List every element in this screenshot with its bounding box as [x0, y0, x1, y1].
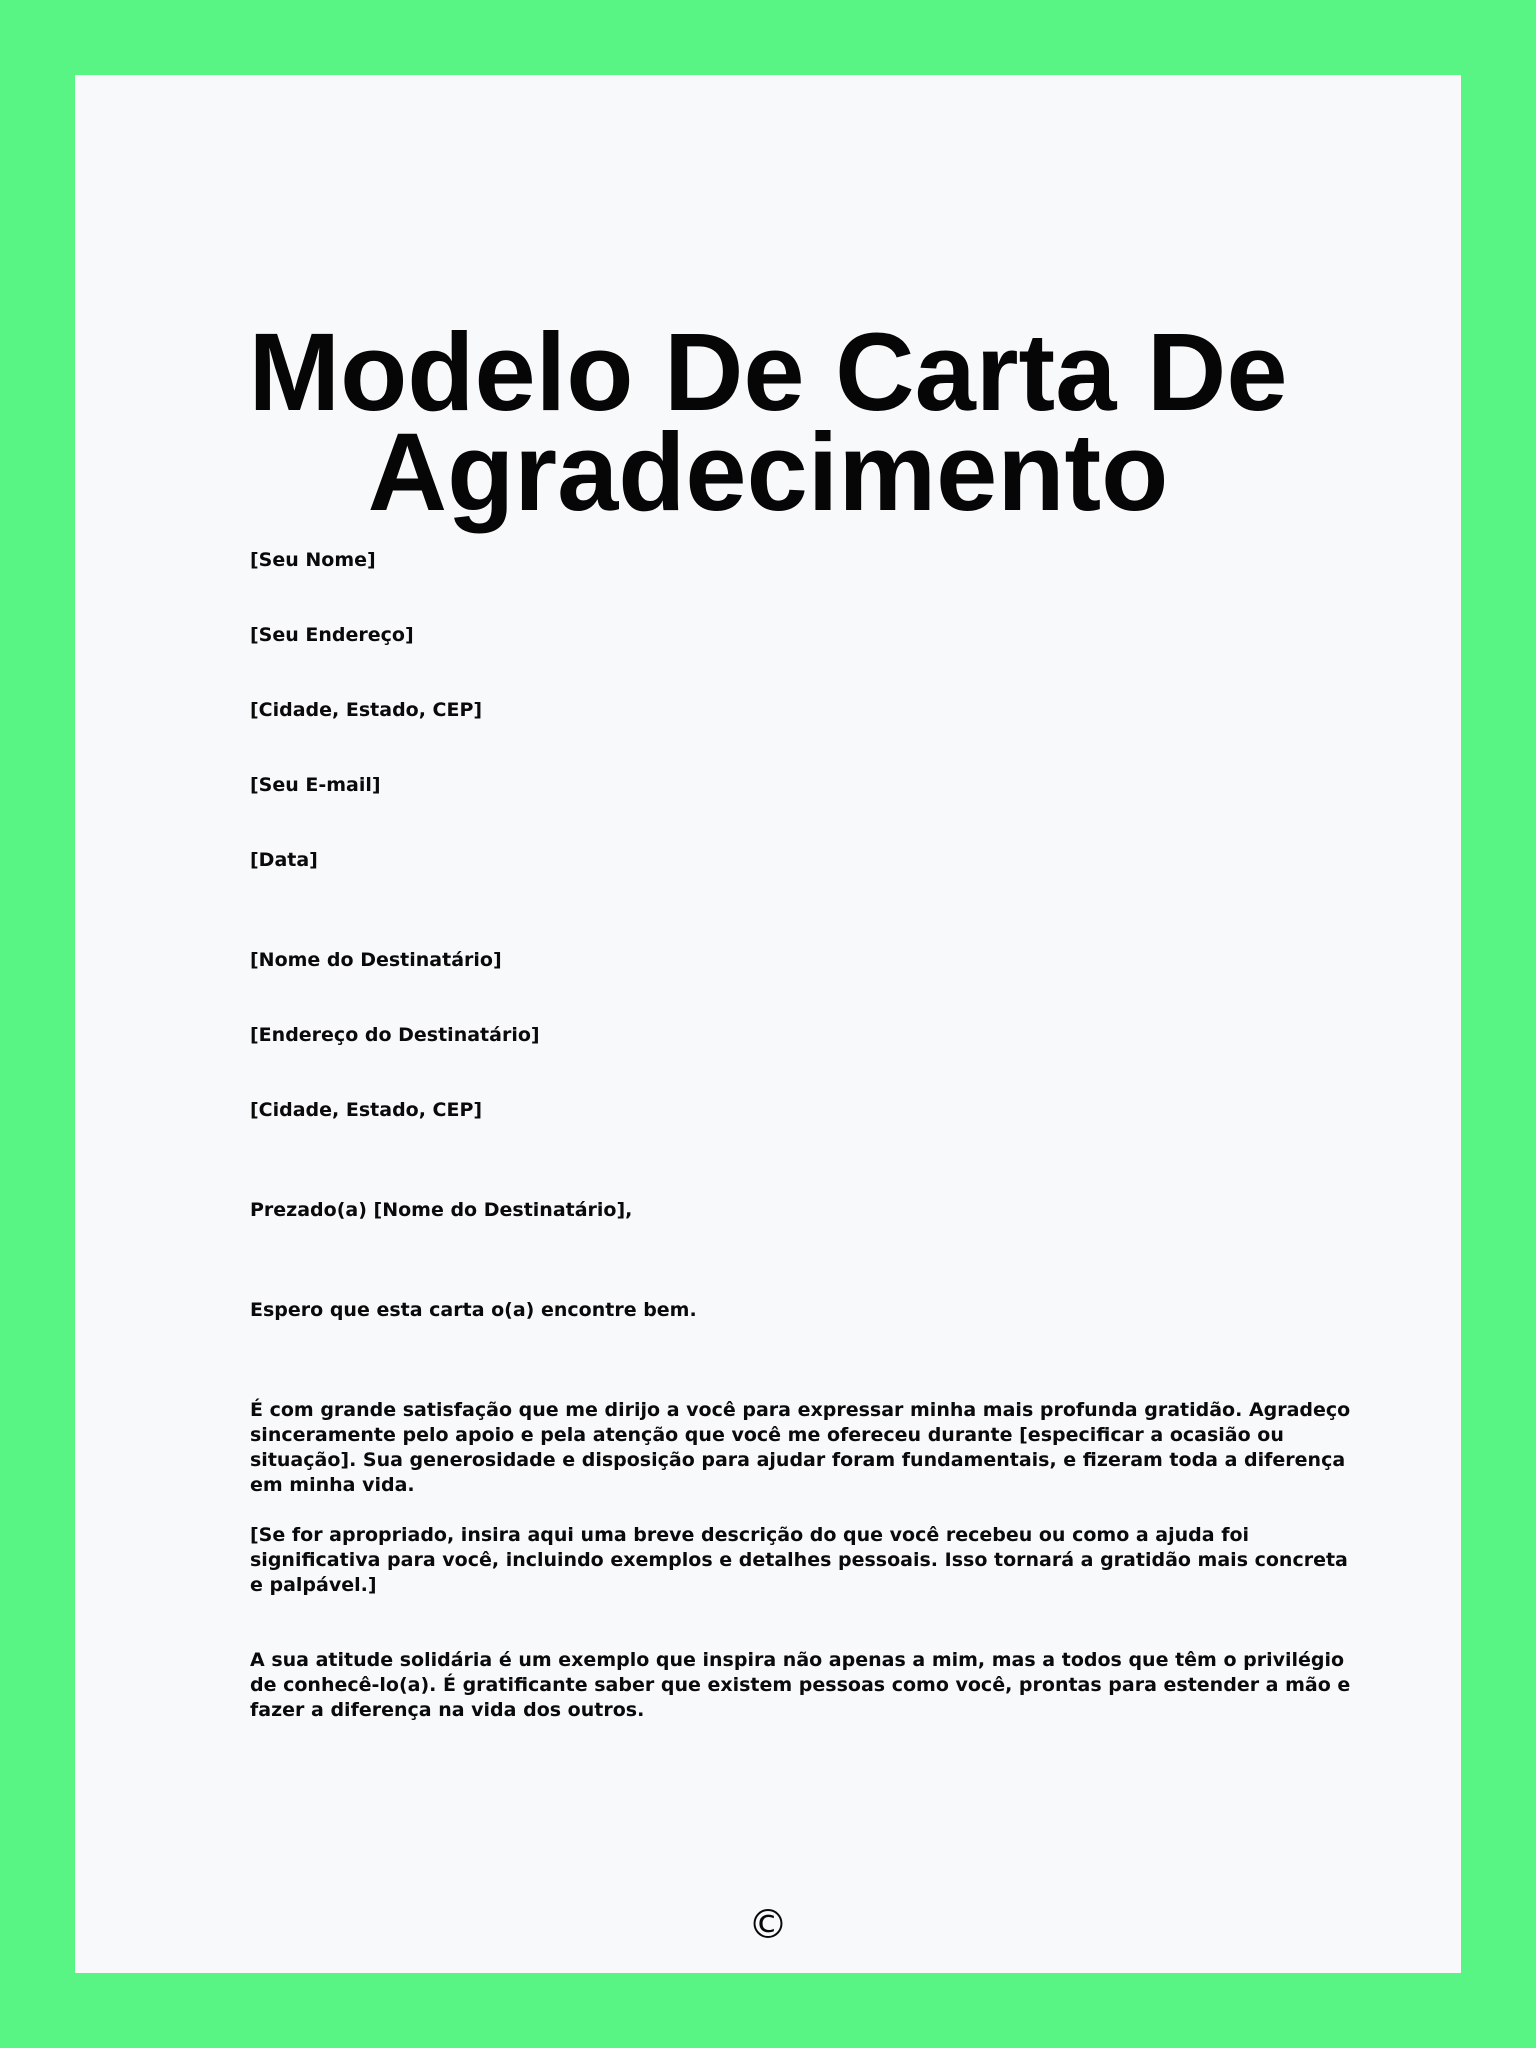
letter-page — [75, 75, 1461, 1973]
sender-city: [Cidade, Estado, CEP] — [250, 699, 483, 721]
sender-address: [Seu Endereço] — [250, 624, 414, 646]
sender-email: [Seu E-mail] — [250, 774, 381, 796]
recipient-city: [Cidade, Estado, CEP] — [250, 1099, 483, 1121]
salutation: Prezado(a) [Nome do Destinatário], — [250, 1199, 633, 1221]
opening-line: Espero que esta carta o(a) encontre bem. — [250, 1299, 697, 1321]
copyright-icon: © — [748, 1902, 788, 1948]
page-title: Modelo De Carta De Agradecimento — [248, 311, 1288, 534]
body-paragraph-3: A sua atitude solidária é um exemplo que inspira não apenas a mim, mas a todos que têm o privilégio de conhecê-lo(a). É gratificante saber que existem pessoas como você, prontas para estender a mão e fazer a diferença na vida dos outros. — [250, 1649, 1351, 1721]
recipient-address: [Endereço do Destinatário] — [250, 1024, 540, 1046]
letter-date: [Data] — [250, 849, 318, 871]
recipient-name: [Nome do Destinatário] — [250, 949, 502, 971]
body-paragraph-2: [Se for apropriado, insira aqui uma breve descrição do que você recebeu ou como a ajuda foi significativa para você, incluindo exemplos e detalhes pessoais. Isso tornará a gratidão mais concreta e palpável.] — [250, 1524, 1348, 1596]
body-paragraph-1: É com grande satisfação que me dirijo a você para expressar minha mais profunda gratidão. Agradeço sinceramente pelo apoio e pela atenção que você me ofereceu durante [especificar a ocasião ou situação]. Sua generosidade e disposição para ajudar foram fundamentais, e fizeram toda a diferença em minha vida. — [250, 1399, 1351, 1496]
sender-name: [Seu Nome] — [250, 549, 376, 571]
